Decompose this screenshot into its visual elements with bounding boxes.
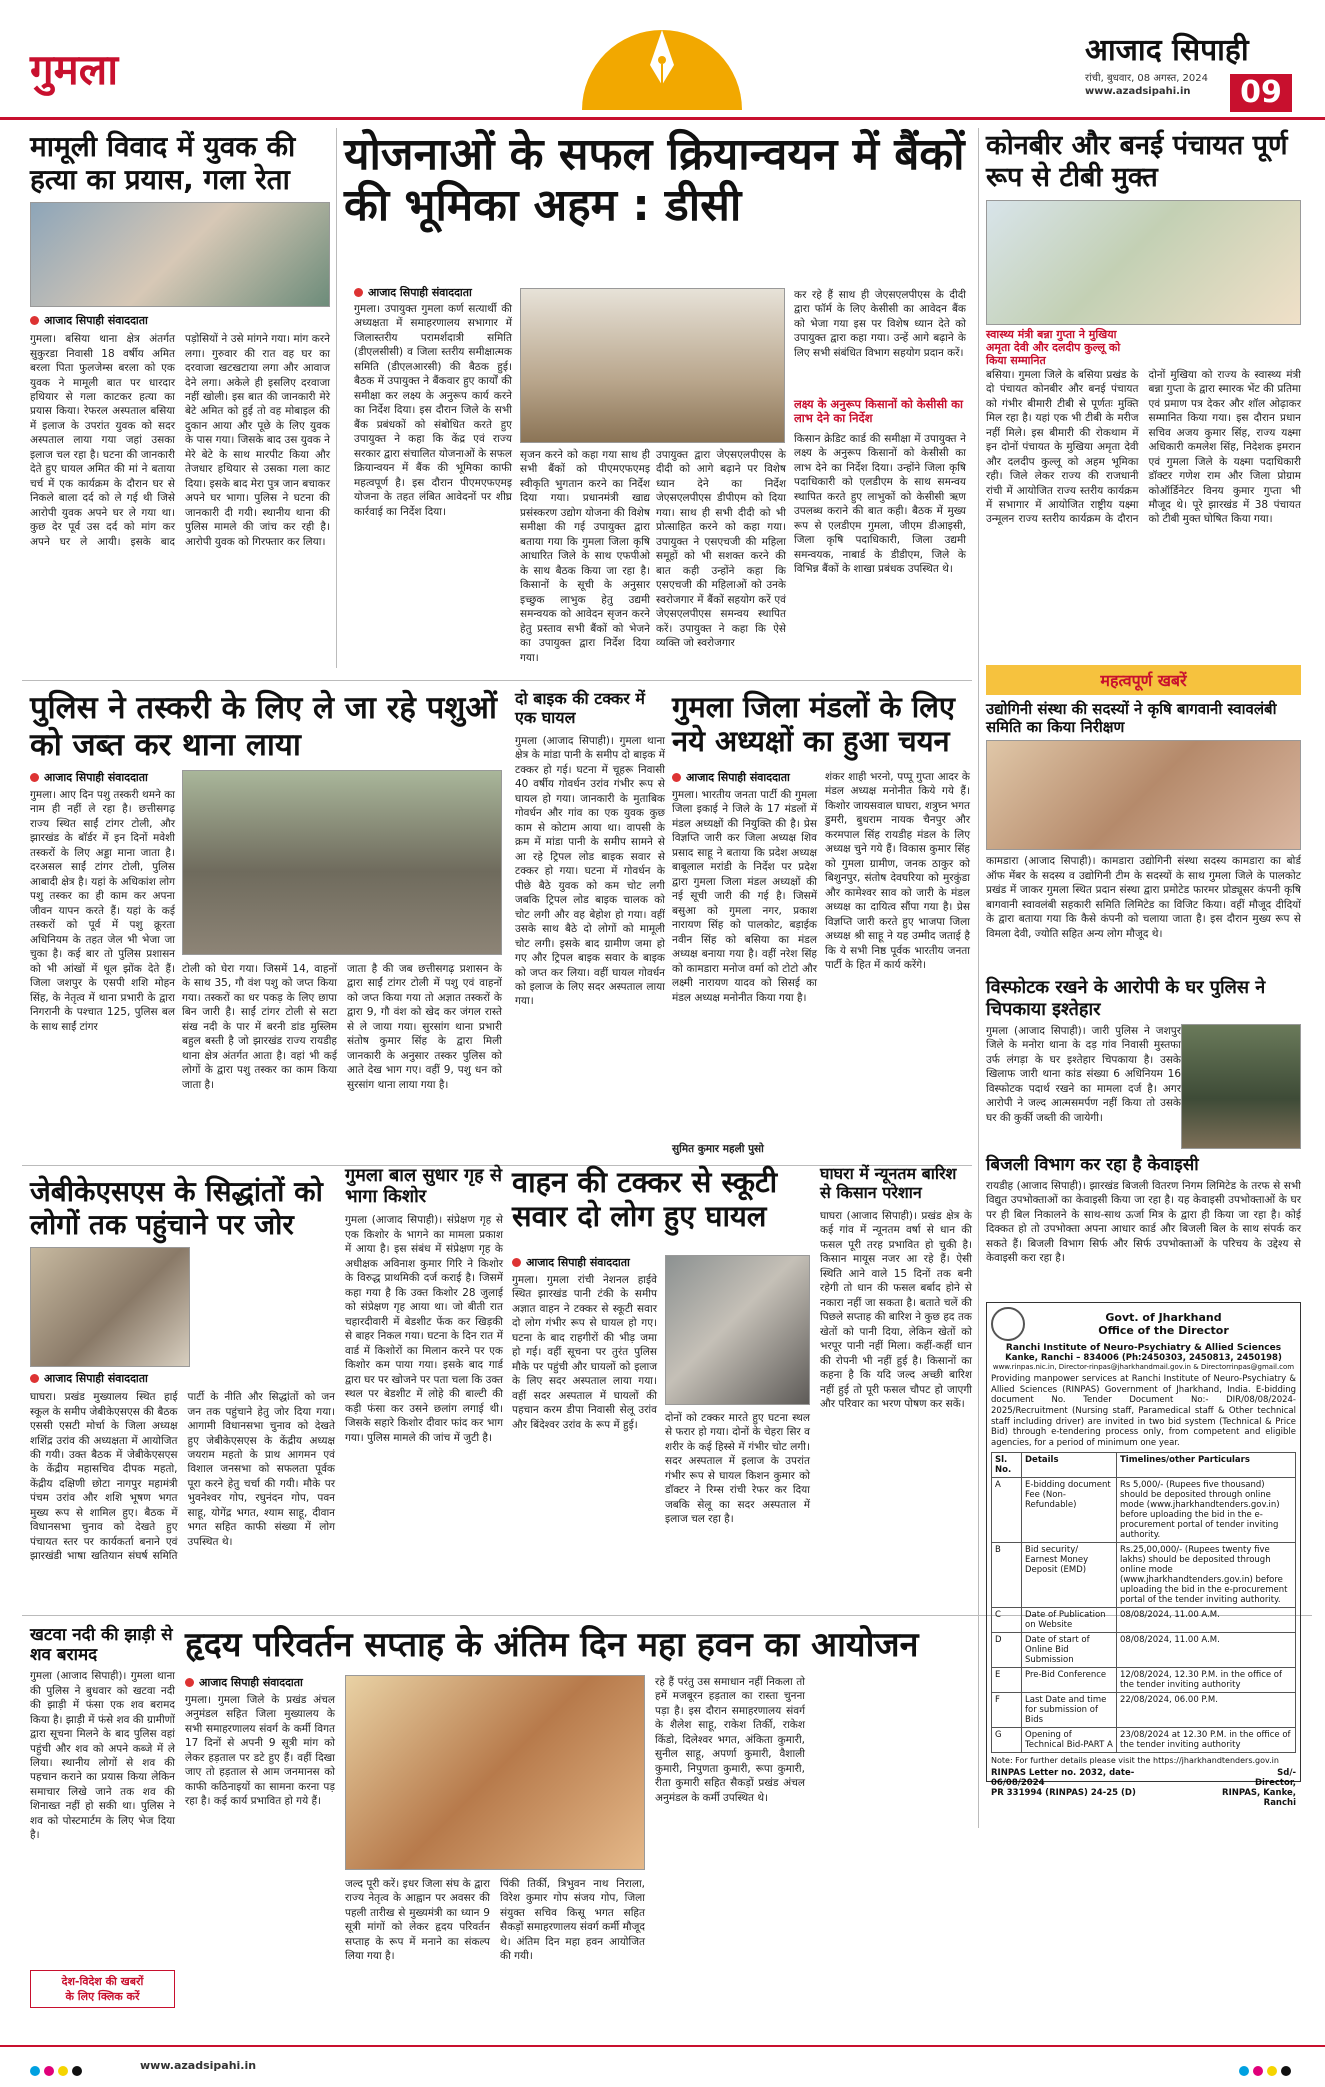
byline: आजाद सिपाही संवाददाता (30, 1371, 335, 1386)
article-a3 (986, 130, 1301, 660)
article-body-2: सृजन करने को कहा गया साथ ही सभी बैंकों को पीएमएफएमइ स्वीकृति भुगतान करने का निर्देश दिया गया। प्रधानमंत्री खाद्य प्रसंस्करण उद्योग योजना की विशेष समीक्षा की गई उपायुक्त द्वारा बताया गया कि गुमला जिला कृषि आधारित जिले के साथ एफपीओ के साथ बैठक किया जा रहा है। किसानों के सूची के अनुसार इच्छुक लाभुक हेतु उद्यमी समन्वयक को आवेदन सृजन करने हेतु प्रस्ताव सभी बैंकों को भेजने का उपायुक्त द्वारा निर्देश दिया गया। (520, 449, 650, 664)
article-a2 (344, 130, 972, 670)
award-photo (986, 200, 1301, 325)
headline: पुलिस ने तस्करी के लिए ले जा रहे पशुओं को जब्त कर थाना लाया (30, 690, 497, 763)
tender-sign1: Sd/- (1277, 1768, 1296, 1779)
item2-body: गुमला (आजाद सिपाही)। जारी पुलिस ने जशपुर जिले के मनोरा थाना के दड़ गांव निवासी मुस्तफा उर्फ लंगड़ा के घर इश्तेहार चिपकाया है। उसके खिलाफ जारी थाना कांड संख्या 6 अधिनियम 16 विस्फोटक पदार्थ रखने का मामला दर्ज है। अगर आरोपी ने जल्द आत्मसमर्पण नहीं किया तो उसके घर की कुर्की जब्ती की जायेगी। (986, 1024, 1181, 1124)
article-a8 (345, 1165, 503, 1610)
article-body-1: गुमला। आए दिन पशु तस्करी थमने का नाम ही नहीं ले रहा है। छत्तीसगढ़ राज्य स्थित साईं टांगर टोली, और झारखंड के बॉर्डर में इन दिनों मवेशी तस्करों के लिए अड्डा माना जाता है। दरअसल साईं टांगर टोली, पुलिस आबादी क्षेत्र है। यहां के अधिकांश लोग पशु तस्कर का ही काम कर अपना जीवन यापन करते हैं। यहां के कई तस्करों को पूर्व में पशु क्रूरता अधिनियम के तहत जेल भी भेजा जा चुका है। कई बार तो पुलिस प्रशासन को भी आंखों में धूल झोंक देते हैं। जिला जशपुर के एसपी शशि मोहन सिंह, के नेतृत्व में थाना प्रभारी के द्वारा निगरानी के पश्चात 125, पुलिस बल के साथ साईं टांगर (30, 789, 175, 1033)
headline: जेबीकेएसएस के सिद्धांतों को लोगों तक पहुंचाने पर जोर (30, 1175, 323, 1242)
byline: आजाद सिपाही संवाददाता (30, 313, 330, 328)
article-body-5: किसान क्रेडिट कार्ड की समीक्षा में उपायुक्त ने लक्ष्य के अनुरूप किसानों को केसीसी का लाभ देने का निर्देश दिया। उन्होंने जिला कृषि पदाधिकारी को एलडीएम के साथ समन्वय स्थापित करते हुए लाभुकों को केसीसी ऋण उपलब्ध कराने की बात कही। बैठक में मुख्य रूप से एलडीएम गुमला, जीएम डीआइसी, जिला कृषि पदाधिकारी, जिला उद्यमी समन्वयक, नाबार्ड के डीडीएम, जिले के विभिन्न बैंकों के शाखा प्रबंधक उपस्थित थे। (794, 433, 966, 576)
tender-header2: Office of the Director (1098, 1324, 1229, 1337)
table-row: C Date of Publication on Website 08/08/2024, 11.00 A.M. (992, 1608, 1296, 1633)
item2-photo (1181, 1024, 1301, 1149)
box-title: महत्वपूर्ण खबरें (986, 665, 1301, 695)
tender-sign2: Director, (1254, 1778, 1296, 1789)
pen-emblem (582, 10, 742, 110)
article-body-1: गुमला। गुमला रांची नेशनल हाईवे स्थित झारखंड पानी टंकी के समीप अज्ञात वाहन ने टक्कर से स्कूटी सवार दो लोग गंभीर रूप से घायल हो गए। घटना के बाद राहगीरों की भीड़ जमा हो गई। वहीं सूचना पर तुरंत पुलिस मौके पर पहुंची और घायलों को इलाज के लिए सदर अस्पताल लाया गया। वहीं सदर अस्पताल में घायलों की पहचान करम डीपा निवासी सेलू उरांव और बिंदेश्वर उरांव के रूप में हुई। (512, 1274, 657, 1431)
article-a4 (30, 690, 510, 1160)
website: www.azadsipahi.in (1085, 86, 1191, 97)
signature: सुमित कुमार महली पुसो (672, 1143, 764, 1155)
article-body-3: जाता है की जब छत्तीसगढ़ प्रशासन के द्वारा साईं टांगर टोली में पशु एवं वाहनों को जप्त किया गया तो अज्ञात तस्करों के द्वारा 9, गौ वंश को खेद कर जंगल रास्ते से ले जाया गया। सुरसांग थाना प्रभारी संतोष कुमार सिंह के द्वारा मिली जानकारी के अनुसार तस्कर पुलिस को आते देख भाग गए। वहीं 9, पशु धन को सुरसांग थाना लाया गया है। (347, 963, 502, 1091)
col-details: Details (1022, 1453, 1117, 1478)
table-row: B Bid security/ Earnest Money Deposit (EMD) Rs.25,00,000/- (Rupees twenty five lakhs) should be deposited through online mode (www.jharkhandtenders.gov.in) before uploading the bid in the e-procurement portal of the tender inviting authority. (992, 1543, 1296, 1608)
color-dots (30, 2061, 86, 2080)
article-body: गुमला (आजाद सिपाही)। गुमला थाना क्षेत्र के मांडा पानी के समीप दो बाइक में टक्कर हो गई। घटना में चूहरू निवासी 40 वर्षीय गोवर्धन उरांव गंभीर रूप से घायल हो गया। जानकारी के मुताबिक गोवर्धन और गांव का एक युवक कुछ काम से कोटाम आया था। वापसी के क्रम में मांडा पानी के समीप सामने से आ रहे ट्रिपल लोड बाइक सवार से टक्कर हो गया। घटना में गोवर्धन के पीछे बैठे युवक को कम चोट लगी जबकि ट्रिपल लोड बाइक चालक को चोट लगी और वह बेहोश हो गया। वहीं उसके साथ बैठे दो लोगों को मामूली चोट लगी। इसके बाद ग्रामीण जमा हो गए और ट्रिपल बाइक सवार के बाइक को जप्त कर लिया। वहीं घायल गोवर्धन को इलाज के लिए सदर अस्पताल लाया गया। (515, 734, 665, 1008)
tender-table (991, 1452, 1296, 1753)
headline: गुमला जिला मंडलों के लिए नये अध्यक्षों का हुआ चयन (672, 690, 955, 759)
article-body-3: उपायुक्त द्वारा जेएसएलपीएस के दीदी को आगे बढ़ाने पर विशेष ध्यान देने का निर्देश जेएसएलपीएस डीपीएम को दिया गया। साथ ही सभी दीदी को भी प्रोत्साहित करने को कहा गया। उपायुक्त ने एसएचजी की महिला समूहों को भी सशक्त करने की बात कही उन्होंने कहा कि एसएचजी की महिलाओं को उनके स्वरोजगार में बैंकों सहयोग करें एवं जेएसएलपीएस समन्वय स्थापित करें। उपायुक्त ने कहा कि ऐसे व्यक्ति जो स्वरोजगार (656, 449, 786, 650)
tender-contact: www.rinpas.nic.in, Director-rinpas@jharkhandmail.gov.in & Directorrinpas@gmail.com (992, 1363, 1295, 1371)
hospital-photo (30, 202, 330, 307)
table-row: D Date of start of Online Bid Submission 08/08/2024, 11.00 A.M. (992, 1633, 1296, 1668)
article-body-3: पिंकी तिर्की, त्रिभुवन नाथ निराला, विरेश कुमार गोप संजय गोप, जिला संयुक्त सचिव किसू भगत सहित सैकड़ों समाहरणालय संवर्ग कर्मी मौजूद थे। अंतिम दिन महा हवन आयोजित की गयी। (500, 1878, 645, 1963)
article-body-4: रहे हैं परंतु उस समाधान नहीं निकला तो हमें मजबूरन हड़ताल का रास्ता चुनना पड़ा है। इस दौरान समाहरणालय संवर्ग के शैलेश साहू, राकेश तिर्की, राकेश किंडो, दिलेश्वर भगत, अंकिता कुमारी, सुनील साहू, अपर्णा कुमारी, वैशाली कुमारी, निपुणता कुमारी, रूपा कुमारी, रीता कुमारी सहित सैकड़ों प्रखंड अंचल अनुमंडल के कर्मी उपस्थित थे। (655, 1676, 805, 1804)
item1-headline: उद्योगिनी संस्था की सदस्यों ने कृषि बागवानी स्वावलंबी समिति का किया निरीक्षण (986, 700, 1277, 736)
masthead (0, 0, 1325, 120)
table-row: G Opening of Technical Bid-PART A 23/08/2024 at 12.30 P.M. in the office of the tender inviting authority (992, 1728, 1296, 1753)
tender-header3: Ranchi Institute of Neuro-Psychiatry & Allied Sciences (1005, 1343, 1282, 1353)
promo-line1: देश-विदेश की खबरों (61, 1975, 144, 1989)
col-sl: Sl. No. (992, 1453, 1022, 1478)
article-body: गुमला (आजाद सिपाही)। गुमला थाना की पुलिस ने बुधवार को खटवा नदी की झाड़ी में फंसा एक शव बरामद किया है। झाड़ी में फंसे शव की ग्रामीणों द्वारा सूचना मिलने के बाद पुलिस वहां पहुंची और शव को अपने कब्जे में ले लिया। स्थानीय लोगों से शव की पहचान कराने का प्रयास किया लेकिन समाचार लिखे जाने तक शव की शिनाख्त नहीं हो सकी था। पुलिस ने शव को पोस्टमार्टम के लिए भेज दिया है। (30, 1670, 175, 1842)
headline: खटवा नदी की झाड़ी से शव बरामद (30, 1625, 173, 1666)
article-body: घाघरा (आजाद सिपाही)। प्रखंड क्षेत्र के कई गांव में न्यूनतम वर्षा से धान की फसल पूरी तरह प्रभावित हो चुकी है। किसान मायूस नजर आ रहे हैं। ऐसी स्थिति आने वाले 15 दिनों तक बनी रहेगी तो धान की फसल बर्बाद होने से नकारा नहीं जा सकता है। बताते चलें की पिछले सप्ताह की बारिश ने कुछ हद तक खेतों को पानी दिया, लेकिन खेतों को भरपूर पानी नहीं मिला। कहीं-कहीं धान की रोपनी भी नहीं हुई है। किसानों का कहना है कि यदि जल्द अच्छी बारिश नहीं हुई तो पूरी फसल चौपट हो जाएगी और परिवार का भरण पोषण कर सकें। (820, 1209, 972, 1411)
article-a1 (30, 130, 330, 670)
headline: गुमला बाल सुधार गृह से भागा किशोर (345, 1165, 503, 1208)
table-row: E Pre-Bid Conference 12/08/2024, 12.30 P.M. in the office of the tender inviting authority (992, 1668, 1296, 1693)
article-body-1: गुमला। गुमला जिले के प्रखंड अंचल अनुमंडल सहित जिला मुख्यालय के सभी समाहरणालय संवर्ग के कर्मी विगत 17 दिनों से अपनी 9 सूत्री मांग को लेकर हड़ताल पर डटे हुए हैं। वहीं दिखा जाए तो हड़ताल से आम जनमानस को काफी कठिनाइयों का सामना करना पड़ रहा है। कई कार्य प्रभावित हो गये हैं। (185, 1694, 335, 1808)
item1-body: कामडारा (आजाद सिपाही)। कामडारा उद्योगिनी संस्था सदस्य कामडारा का बोर्ड ऑफ मेंबर के सदस्य व उद्योगिनी टीम के सदस्यों के साथ गुमला जिले के पालकोट प्रखंड में जाकर गुमला स्थित प्रदान संस्था द्वारा प्रमोटेड फारमर प्रोड्यूसर कंपनी कृषि बागवानी स्वावलंबी सहकारी समिति लिमिटेड का विजिट किया। वहीं मौजूद दीदियों के द्वारा बताया गया कि कैसे कंपनी को चलाया जाता है। इस दौरान मुख्य रूप से विमला देवी, ज्योति सहित अन्य लोग मौजूद थे। (986, 855, 1301, 940)
article-body-1: गुमला। भारतीय जनता पार्टी की गुमला जिला इकाई ने जिले के 17 मंडलों में मंडल अध्यक्षों की नियुक्ति की है। प्रेस विज्ञप्ति जारी कर जिला अध्यक्ष शिव प्रसाद साहू ने बताया कि प्रदेश अध्यक्ष बाबूलाल मरांडी के निर्देश पर प्रदेश द्वारा गुमला जिला मंडल अध्यक्षों की नई सूची जारी की गई है। जिसमें बसुआ को गुमला नगर, प्रकाश नारायण सिंह को पालकोट, बड़ाईक नवीन सिंह को बसिया का मंडल अध्यक्ष बनाया गया है। वहीं नरेश सिंह को कामडारा मनोज वर्मा को टोटो और लक्ष्मी नारायण यादव को सिसई का मंडल अध्यक्ष मनोनीत किया गया है। (672, 789, 817, 1004)
article-a7 (30, 1175, 335, 1610)
meeting-photo (30, 1247, 190, 1367)
headline: दो बाइक की टक्कर में एक घायल (515, 689, 645, 727)
table-row: A E-bidding document Fee (Non-Refundable) Rs 5,000/- (Rupees five thousand) should be deposited through online mode (www.jharkhandtenders.gov.in) before uploading the bid in the e-procurement portal of tender inviting authority. (992, 1478, 1296, 1543)
promo-line2: के लिए क्लिक करें (65, 1990, 140, 2004)
byline: आजाद सिपाही संवाददाता (354, 285, 472, 300)
photo-caption: स्वास्थ्य मंत्री बन्ना गुप्ता ने मुखिया अमृता देवी और दलदीप कुल्लू को किया सम्मानित (986, 327, 1121, 367)
tender-header1: Govt. of Jharkhand (1105, 1311, 1222, 1324)
tender-sign3: RINPAS, Kanke, Ranchi (1222, 1788, 1296, 1809)
headline: योजनाओं के सफल क्रियान्वयन में बैंकों की भूमिका अहम : डीसी (344, 129, 965, 231)
headline: मामूली विवाद में युवक की हत्या का प्रयास, गला रेता (30, 130, 296, 197)
article-a5 (515, 690, 665, 1160)
emblem-icon (991, 1307, 1025, 1341)
byline: आजाद सिपाही संवाददाता (672, 770, 790, 785)
item1-photo (986, 740, 1301, 850)
article-a10 (820, 1165, 972, 1610)
article-a12 (185, 1625, 972, 2020)
byline: आजाद सिपाही संवाददाता (30, 770, 148, 785)
col-timelines: Timelines/other Particulars (1117, 1453, 1296, 1478)
tender-footnote: Note: For further details please visit the https://jharkhandtenders.gov.in (991, 1756, 1279, 1766)
section-title: गुमला (30, 45, 119, 94)
meeting-photo (520, 288, 785, 443)
article-body-2: जल्द पूरी करें। इधर जिला संघ के द्वारा राज्य नेतृत्व के आह्वान पर अवसर की पहली तारीख से मुख्यमंत्री का ध्यान 9 सूत्री मांगों को लेकर हृदय परिवर्तन सप्ताह के रूप में मनाने का संकल्प लिया गया है। (345, 1878, 490, 1963)
item3-headline: बिजली विभाग कर रहा है केवाइसी (986, 1154, 1199, 1175)
article-body-2: टोली को घेरा गया। जिसमें 14, वाहनों के साथ 35, गौ वंश पशु को जप्त किया गया। तस्करों का धर पकड़ के लिए छापा बिन जारी है। साईं टांगर टोली से सटा संख नदी के पार में बरनी डांड मुस्लिम बहुल बस्ती है जो झारखंड राज्य रायडीह थाना क्षेत्र अंतर्गत आता है। वहां भी कई लोगों के द्वारा पशु तस्कर का काम किया जाता है। (182, 963, 337, 1091)
article-body: गुमला। बसिया थाना क्षेत्र अंतर्गत सुकुरडा निवासी 18 वर्षीय अमित बरला पिता फुलजेम्स बरला को एक युवक ने मामूली बात पर धारदार हथियार से गला काटकर हत्या का प्रयास किया। रेफरल अस्पताल बसिया में इलाज के उपरांत युवक को सदर अस्पताल लाया गया जहां उसका इलाज चल रहा है। घटना की जानकारी देते हुए घायल अमित की मां ने बताया चर्च में एक कार्यक्रम के दौरान घर से निकले बाला दर्द को ले गई थी जिसे आरोपी युवक अपने घर ले गया था। कुछ देर पूर्व उस दर्द को मांग कर अपने घर ले आयी। इसके बाद पड़ोसियों ने उसे मांगने गया। मांग करने लगा। गुरुवार की रात वह घर का दरवाजा खटखटाया लगा और आवाज देने लगा। अकेले ही इसलिए दरवाजा नहीं खोली। इस बात की जानकारी मेरे बेटे अमित को हुई तो वह मोबाइल की दुकान आया और पूछे के लिए युवक के पास गया। जिसके बाद उस युवक ने मेरे बेटे के साथ मारपीट किया और तेजधार हथियार से उसका गला काट दिया। इसके बाद मेरा पुत्र जान बचाकर अपने घर भागा। पुलिस ने घटना की जानकारी दी गयी। स्थानीय थाना की पुलिस मामले की जांच कर रही है। आरोपी युवक को गिरफ्तार कर लिया। (30, 333, 330, 548)
article-body-4: कर रहे हैं साथ ही जेएसएलपीएस के दीदी द्वारा फॉर्म के लिए केसीसी का आवेदन बैंक को भेजा गया इस पर विशेष ध्यान देते को उपायुक्त द्वारा कहा गया। उन्हें आगे बढ़ाने के लिए सभी संबंधित विभाग सहयोग प्रदान करें। (794, 289, 966, 359)
cattle-photo (182, 770, 502, 955)
article-body: बसिया। गुमला जिले के बसिया प्रखंड के दो पंचायत कोनबीर और बनई पंचायत को गंभीर बीमारी टीबी से पूर्णतः मुक्ति मिल रहा है। यहां एक भी टीबी के मरीज नहीं मिले। इस बीमारी की रोकथाम में इन दोनों पंचायत के मुखिया अमृता देवी और दलदीप कुल्लू को अहम भूमिका रही। जिले लेकर राज्य की राजधानी रांची में आयोजित राज्य स्तरीय कार्यक्रम में सभागार में आयोजित राष्ट्रीय यक्ष्मा उन्मूलन राज्य स्तरीय कार्यक्रम के दौरान दोनों मुखिया को राज्य के स्वास्थ्य मंत्री बन्ना गुप्ता के द्वारा स्मारक भेंट की प्रतिमा एवं प्रमाण पत्र देकर और शॉल ओढ़ाकर सम्मानित किया गया। इस दौरान प्रधान सचिव अजय कुमार सिंह, राज्य यक्ष्मा अधिकारी कमलेश सिंह, निदेशक इमरान एवं गुमला जिले के यक्ष्मा पदाधिकारी डॉक्टर गणेश राम और जिला प्रोग्राम कोऑर्डिनेटर विनय कुमार गुप्ता भी मौजूद थे। पूरे झारखंड में 38 पंचायत को टीबी मुक्त घोषित किया गया। (986, 368, 1301, 526)
promo-box[interactable] (30, 1970, 175, 2008)
item3-body: रायडीह (आजाद सिपाही)। झारखंड बिजली वितरण निगम लिमिटेड के तरफ से सभी विद्युत उपभोक्ताओं का केवाइसी किया जा रहा है। यह केवाइसी उपभोक्ताओं के घर पर ही बिल निकालने के साथ-साथ ऊर्जा मित्र के द्वारा ही किया जा रहा है। कोई दिक्कत हो तो उपभोक्ता अपना आधार कार्ड और बिजली बिल के साथ संपर्क कर सकते हैं। बिजली विभाग सिर्फ और सिर्फ उपभोक्ताओं के परिचय के उद्देश्य से केवाइसी करा रहा है। (986, 1179, 1301, 1265)
subhead: लक्ष्य के अनुरूप किसानों को केसीसी का लाभ देने का निर्देश (794, 397, 963, 425)
tender-notice (986, 1302, 1301, 1809)
headline: हृदय परिवर्तन सप्ताह के अंतिम दिन महा हवन का आयोजन (185, 1625, 919, 1665)
article-body: घाघरा। प्रखंड मुख्यालय स्थित हाई स्कूल के समीप जेबीकेएसएस की बैठक एससी एसटी मोर्चा के जिला अध्यक्ष शशिंद्र उरांव की अध्यक्षता में आयोजित की गयी। उक्त बैठक में जेबीकेएसएस के केंद्रीय महासचिव दीपक महतो, केंद्रीय दक्षिणी छोटा नागपुर महामंत्री पंचम उरांव और शशि भूषण भगत मुख्य रूप से शामिल हुए। बैठक में विधानसभा चुनाव को देखते हुए पंचायत स्तर पर कार्यकर्ता बनाने एवं झारखंडी भाषा खतियान संघर्ष समिति पार्टी के नीति और सिद्धांतों को जन जन तक पहुंचाने हेतु जोर दिया गया। आगामी विधानसभा चुनाव को देखते हुए जेबीकेएसएस के केंद्रीय अध्यक्ष जयराम महतो के प्राथ आगमन एवं विशाल जनसभा को सफलता पूर्वक पूरा करने हेतु चर्चा की गयी। मौके पर भुवनेश्वर गोप, रघुनंदन गोप, पवन साहू, योगेंद्र भगत, श्याम साहू, दीवान भगत सहित काफी संख्या में लोग उपस्थित थे। (30, 1391, 335, 1563)
important-news-box (986, 665, 1301, 1295)
table-row: F Last Date and time for submission of Bids 22/08/2024, 06.00 P.M. (992, 1693, 1296, 1728)
byline: आजाद सिपाही संवाददाता (185, 1675, 303, 1690)
article-a9 (512, 1165, 812, 1610)
footer-bar (0, 2045, 1325, 2087)
date-line: रांची, बुधवार, 08 अगस्त, 2024 (1085, 73, 1209, 84)
article-body-2: शंकर शाही भरनो, पप्पू गुप्ता आदर के मंडल अध्यक्ष मनोनीत किये गये हैं। किशोर जायसवाल घाघरा, शत्रुघ्न भगत डुमरी, बुधराम नायक चैनपुर और करमपाल सिंह रायडीह मंडल के लिए अध्यक्ष चुने गये हैं। विकास कुमार सिंह को गुमला ग्रामीण, जनक ठाकुर को बिशुनपुर, संतोष देवघरिया को मुरकुंडा और कामेश्वर साव को जारी के मंडल अध्यक्ष का दायित्व सौंपा गया है। प्रेस विज्ञप्ति जारी करते हुए भाजपा जिला अध्यक्ष श्री साहू ने यह उम्मीद जताई है कि ये सभी निष्ठ पूर्वक भारतीय जनता पार्टी के हित में कार्य करेंगे। (825, 771, 970, 972)
item2-headline: विस्फोटक रखने के आरोपी के घर पुलिस ने चिपकाया इश्तेहार (986, 977, 1266, 1020)
article-a11 (30, 1625, 175, 2020)
article-body: गुमला (आजाद सिपाही)। संप्रेक्षण गृह से एक किशोर के भागने का मामला प्रकाश में आया है। इस संबंध में संप्रेक्षण गृह के अधीक्षक अविनाश कुमार गिरि ने किशोर के विरुद्ध प्राथमिकी दर्ज कराई है। जिसमें कहा गया है कि उक्त किशोर 28 जुलाई को संप्रेक्षण गृह आया था। जो बीती रात चहारदीवारी में बेडशीट फेंक कर खिड़की से बाहर निकल गया। घटना के दिन रात में वार्ड में किशोरों का मिलान करने पर एक किशोर कम पाया गया। इसके बाद गार्ड द्वारा घर पर खोजने पर पता चला कि उक्त स्थल पर बेडशीट में लोहे की बाल्टी की कड़ी फंसा कर उसने छलांग लगाई थी। जिसके सहारे किशोर दीवार फांद कर भाग गया। पुलिस मामले की जांच में जुटी है। (345, 1214, 503, 1444)
paper-name: आजाद सिपाही (1085, 33, 1249, 68)
footer-site[interactable]: www.azadsipahi.in (140, 2059, 257, 2072)
page-number: 09 (1230, 74, 1292, 112)
article-body-2: दोनों को टक्कर मारते हुए घटना स्थल से फरार हो गया। दोनों के चेहरा सिर व शरीर के कई हिस्से में गंभीर चोट लगी। सदर अस्पताल में इलाज के उपरांत गंभीर रूप से घायल किशन कुमार को डॉक्टर ने रिम्स रांची रेफर कर दिया जबकि सेलू का सदर अस्पताल में इलाज चल रहा है। (665, 1412, 810, 1526)
havan-photo (345, 1675, 645, 1870)
byline: आजाद सिपाही संवाददाता (512, 1255, 630, 1270)
tender-header4: Kanke, Ranchi – 834006 (Ph:2450303, 2450813, 2450198) (1005, 1353, 1282, 1363)
tender-letter: RINPAS Letter no. 2032, date-06/08/2024 (991, 1768, 1135, 1789)
tender-pr: PR 331994 (RINPAS) 24-25 (D) (991, 1788, 1136, 1799)
tender-intro: Providing manpower services at Ranchi Institute of Neuro-Psychiatry & Allied Sciences (RINPAS) Government of Jharkhand, India. E-bidding document No. Tender Document No:- DIR/08/08/2024-2025/Recruitment (Nursing staff, Paramedical staff & Other technical staff including driver) are invited in two bid system (Technical & Price Bid) through e-tendering process only, from competent and eligible agencies, for a period of minimum one year. (991, 1374, 1296, 1448)
article-body-1: गुमला। उपायुक्त गुमला कर्ण सत्यार्थी की अध्यक्षता में समाहरणालय सभागार में जिलास्तरीय परामर्शदात्री समिति (डीएलसीसी) व जिला स्तरीय समीक्षात्मक समिति (डीएलआरसी) की बैठक हुई। बैठक में उपायुक्त ने बैंकवार हुए कार्यों की समीक्षा कर लक्ष्य के अनुरूप कार्य करने का निर्देश दिया। इस दौरान जिले के सभी बैंक प्रबंधकों को संबोधित करते हुए उपायुक्त ने कहा कि केंद्र एवं राज्य सरकार द्वारा संचालित योजनाओं के सफल क्रियान्वयन में बैंक की भूमिका काफी महत्वपूर्ण है। इस दौरान पीएमएफएमइ योजना के तहत लंबित आवेदनों पर शीघ्र कार्रवाई का निर्देश दिया। (354, 303, 512, 518)
headline: कोनबीर और बनई पंचायत पूर्ण रूप से टीबी मुक्त (986, 130, 1288, 193)
headline: घाघरा में न्यूनतम बारिश से किसान परेशान (820, 1164, 957, 1202)
scooter-photo (665, 1255, 810, 1405)
color-dots-right (1239, 2061, 1295, 2080)
headline: वाहन की टक्कर से स्कूटी सवार दो लोग हुए घायल (512, 1165, 778, 1234)
article-a6 (672, 690, 972, 1160)
